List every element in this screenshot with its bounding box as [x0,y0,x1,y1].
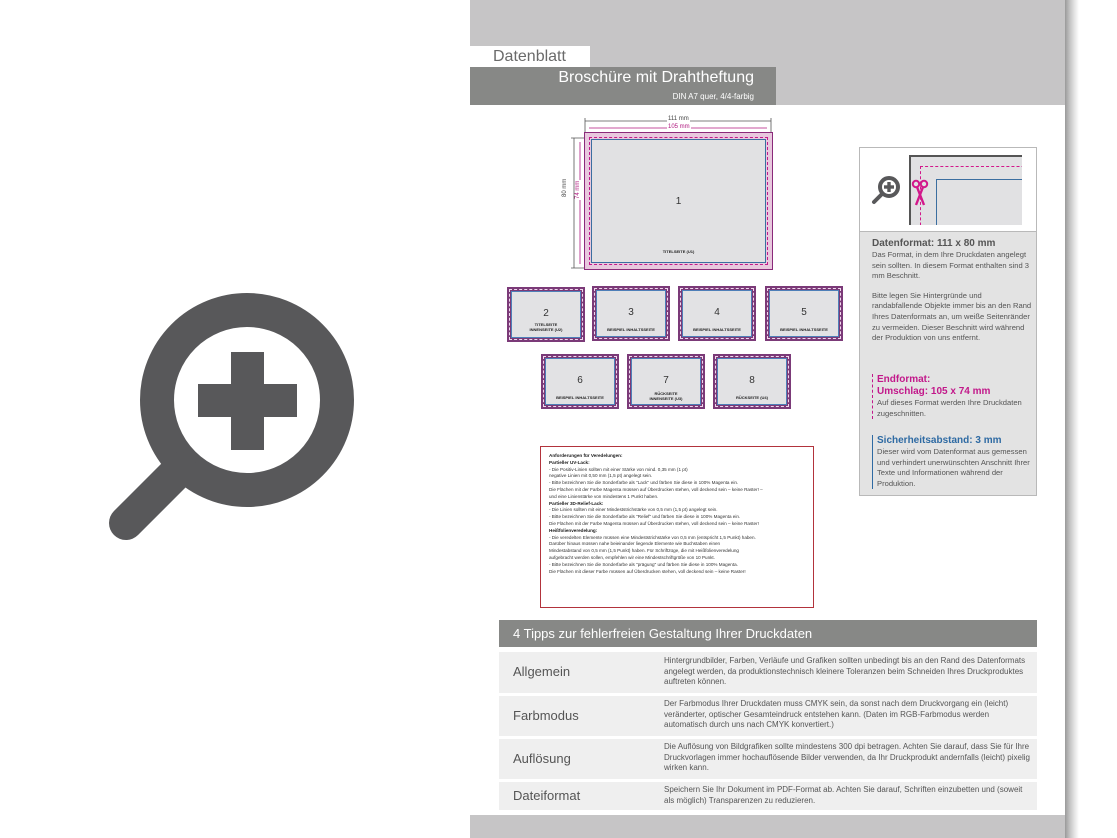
datasheet-tab-label: Datenblatt [470,46,590,67]
req-line: Partieller UV-Lack: [549,459,590,465]
beschnitt-text: Bitte legen Sie Hintergründe und randabfallende Objekte immer bis an den Rand Ihres Datenformats an, um weiße Seitenränder zu vermeiden. Dieser Beschnitt wird während der Produktion von uns entfernt. [872,290,1032,343]
endformat-title: Endformat: [877,374,931,385]
req-line: Die Flächen mit der Farbe Magenta müssen auf Überdrucken stehen, voll deckend sein – keine Raster! – [549,486,763,492]
req-line: - Die veredelten Elemente müssen eine Mindeststrichstärke von 0,5 mm (entspricht 1,5 Punkt) haben. [549,534,756,540]
req-line: und eine Linienstärke von mindestens 1 Punkt haben. [549,493,659,499]
page-number: 7 [663,375,669,386]
product-title: Broschüre mit Drahtheftung [558,69,754,86]
outer-width-label: 111 mm [668,116,689,122]
tip-row [499,652,1037,693]
page-thumbnail [765,286,843,341]
page-shadow [1065,0,1079,838]
tip-label: Dateiformat [513,788,581,803]
page-caption: RÜCKSEITE (U4) [735,395,768,400]
safe-area [591,139,766,263]
zoom-in-icon[interactable] [871,175,901,205]
safety-margin-title: Sicherheitsabstand: 3 mm [877,435,1002,446]
req-line: Partieller 3D-Relief-Lack: [549,500,604,506]
page-caption: BEISPIEL INHALTSSEITE [780,327,828,332]
tip-text: Speichern Sie Ihr Dokument im PDF-Format ab. Achten Sie darauf, Schriften einzubetten und (soweit als möglich) Transparenzen zu reduzieren. [664,785,1023,805]
req-line: - Die Positiv-Linien sollten mit einer Stärke von mind. 0,35 mm (1 pt) [549,466,688,472]
page-number: 8 [749,375,755,386]
page-thumbnail [507,287,585,342]
page-caption: TITELSEITE INNENSEITE (U2) [529,322,563,332]
page-number: 2 [543,308,549,319]
datasheet-page [470,0,1065,838]
page-caption: BEISPIEL INHALTSSEITE [556,395,604,400]
req-line: Darüber hinaus müssen nahe beieinander liegende Elemente wie Buchstaben einen [549,541,721,547]
tip-row [499,739,1037,779]
tip-row [499,782,1037,810]
tip-text: Die Auflösung von Bildgrafiken sollte mindestens 300 dpi betragen. Achten Sie darauf, dass Sie für Ihre Druckvorlagen immer hochauflösende Bilder verwenden, da Ihr Druckprodukt andernfalls (leicht) pixelig wirken kann. [664,742,1030,773]
endformat-size: Umschlag: 105 x 74 mm [877,386,991,397]
tips-header: 4 Tipps zur fehlerfreien Gestaltung Ihrer Druckdaten [499,620,1037,647]
footer-band [470,815,1065,838]
req-line: - Bitte bezeichnen Sie die Sonderfarbe als "Relief" und färben Sie diese in 100% Magenta ein. [549,514,741,520]
outer-height-label: 80 mm [562,178,568,197]
req-line: - Die Linien sollten mit einer Mindeststrichstärke von 0,5 mm (1,5 pt) angelegt sein. [549,507,718,513]
page-thumbnail [713,354,791,409]
page-caption: BEISPIEL INHALTSSEITE [693,327,741,332]
page-thumbnail [627,354,705,409]
format-info-panel [859,147,1037,496]
zoom-in-icon[interactable] [100,285,365,555]
datenformat-text: Das Format, in dem Ihre Druckdaten angelegt sein sollten. In diesem Format enthalten sind 3 mm Beschnitt. [872,250,1030,281]
finishing-requirements [540,446,814,608]
page-thumbnail [541,354,619,409]
req-line: - Bitte bezeichnen Sie die Sonderfarbe als "Lack" und färben Sie diese in 100% Magenta ein. [549,480,739,486]
endformat-section [872,374,1032,419]
req-line: Die Flächen mit der Farbe Magenta müssen auf Überdrucken stehen, voll deckend sein – keine Raster! [549,520,759,526]
page-thumbnail [592,286,670,341]
inner-width-label: 105 mm [668,124,690,130]
tip-label: Allgemein [513,664,571,679]
page-number: 1 [675,196,682,207]
req-line: aufgebracht werden sollen, empfehlen wir eine Mindestschriftgröße von 10 Punkt. [549,554,715,560]
datenformat-section [872,238,1032,344]
format-preview [860,148,1036,232]
page-number: 4 [714,307,720,318]
req-line: Mindestabstand von 0,5 mm (1,5 Punkt) haben. Für Schriftzüge, die mit Heißfolienveredelung [549,548,739,554]
page-number: 6 [577,375,583,386]
product-subtitle: DIN A7 quer, 4/4-farbig [672,92,754,101]
req-line: Anforderungen für Veredelungen: [549,453,623,458]
cover-page [584,132,773,270]
tip-text: Hintergrundbilder, Farben, Verläufe und Grafiken sollten unbedingt bis an den Rand des Datenformats angelegt werden, da produktionstechnisch kleinere Toleranzen beim Schneiden Ihres Druckproduktes auftreten können. [664,656,1026,687]
tip-row [499,696,1037,736]
scissors-icon [911,179,929,207]
req-line: - Bitte bezeichnen Sie die Sonderfarbe als "prägung" und färben Sie diese in 100% Magenta. [549,561,738,567]
req-line: Die Flächen mit dieser Farbe müssen auf Überdrucken stehen, voll deckend sein – keine Raster! [549,568,746,574]
page-number: 3 [628,307,634,318]
tip-label: Farbmodus [513,708,579,723]
tip-text: Der Farbmodus Ihrer Druckdaten muss CMYK sein, da sonst nach dem Druckvorgang ein (leicht) veränderter, optischer Gesamteindruck entstehen kann. (Daten im RGB-Farbmodus werden automatisch durch uns nach CMYK konvertiert.) [664,699,1009,730]
page-caption: TITELSEITE (U1) [662,249,695,254]
endformat-text: Auf dieses Format werden Ihre Druckdaten zugeschnitten. [877,398,1022,418]
inner-height-label: 74 mm [575,180,581,199]
safety-margin-section [872,435,1032,489]
safety-margin-text: Dieser wird vom Datenformat aus gemessen und verhindert unerwünschten Anschnitt Ihrer Texte und Informationen während der Produktion. [877,447,1030,488]
title-bar [470,67,776,105]
page-number: 5 [801,307,807,318]
datenformat-title: Datenformat: 111 x 80 mm [872,238,996,249]
req-line: negative Linien mit 0,50 mm (1,5 pt) angelegt sein. [549,473,653,479]
req-line: Heißfolienveredelung: [549,527,598,533]
page-caption: BEISPIEL INHALTSSEITE [607,327,655,332]
page-caption: RÜCKSEITE INNENSEITE (U3) [649,391,683,401]
tip-label: Auflösung [513,751,571,766]
page-thumbnail [678,286,756,341]
